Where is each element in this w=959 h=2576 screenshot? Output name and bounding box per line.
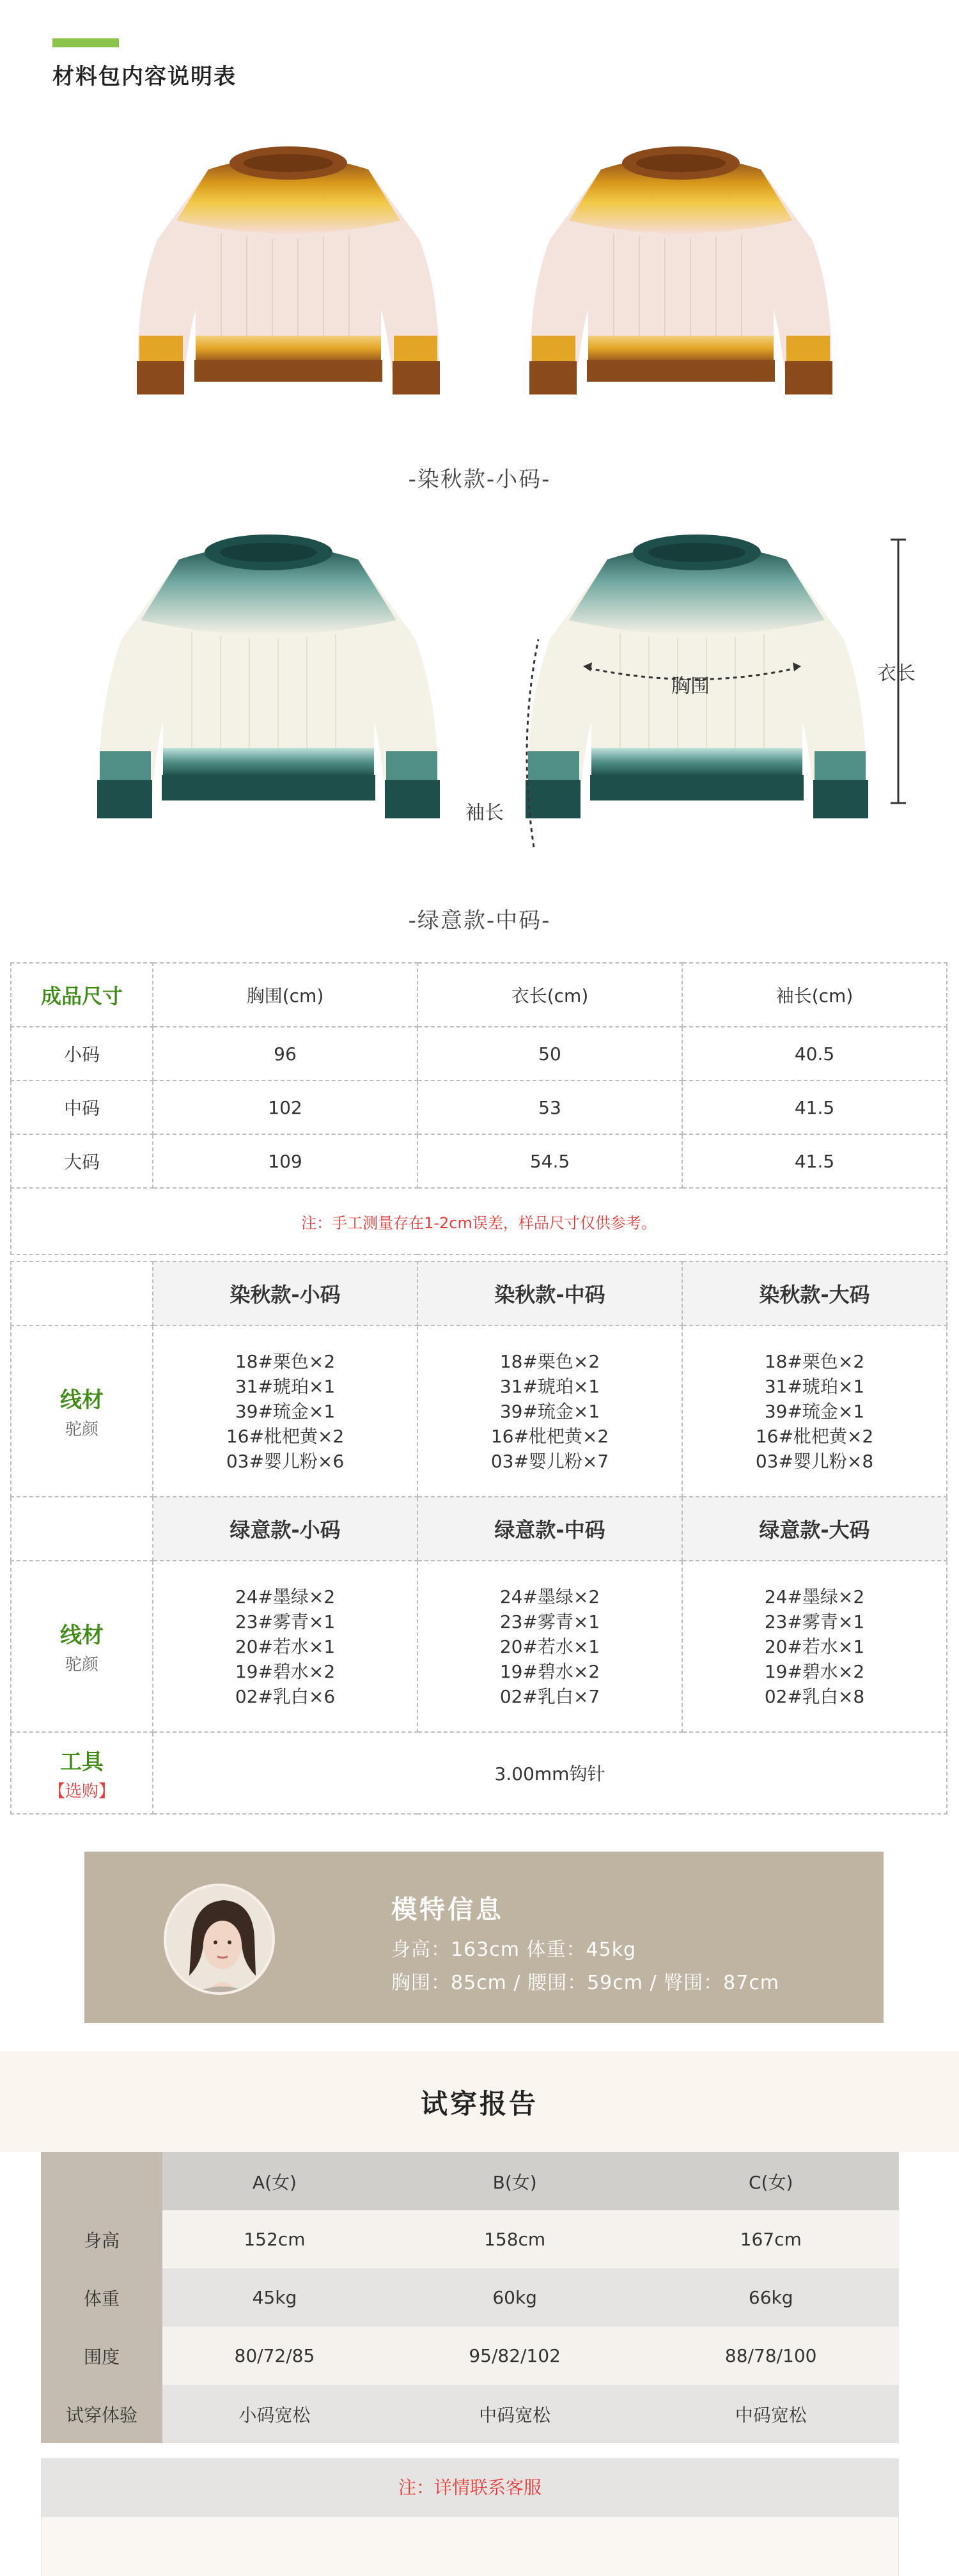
autumn-medium-yarn-list xyxy=(417,1325,682,1497)
list-item: 16#枇杷黄×2 xyxy=(755,1425,874,1447)
report-header-a: A(女) xyxy=(162,2152,387,2210)
table-row xyxy=(11,1027,947,1081)
table-cell: 158cm xyxy=(387,2210,643,2268)
table-row xyxy=(11,1081,947,1134)
model-avatar xyxy=(164,1884,275,1995)
table-row xyxy=(41,2385,899,2443)
tool-buy-link[interactable]: 【选购】 xyxy=(48,1782,115,1801)
list-item: 23#雾青×1 xyxy=(235,1611,336,1632)
list-item: 39#琉金×1 xyxy=(764,1400,865,1422)
table-cell: 88/78/100 xyxy=(643,2327,899,2385)
size-table-header-length: 衣长(cm) xyxy=(417,963,682,1027)
autumn-sweater-back-photo xyxy=(511,144,850,432)
report-header-c: C(女) xyxy=(643,2152,899,2210)
size-table-header-row xyxy=(11,963,947,1027)
green-small-header: 绿意款-小码 xyxy=(153,1497,417,1561)
report-note: 注：详情联系客服 xyxy=(41,2458,899,2517)
green-yarn-row xyxy=(11,1561,947,1732)
autumn-header-row xyxy=(11,1261,947,1325)
table-cell: 80/72/85 xyxy=(162,2327,387,2385)
tool-label-cell xyxy=(11,1732,153,1814)
list-item: 24#墨绿×2 xyxy=(235,1586,336,1607)
list-item: 02#乳白×7 xyxy=(499,1685,600,1707)
report-row-label: 围度 xyxy=(41,2327,162,2385)
report-table xyxy=(41,2152,899,2443)
report-corner-cell xyxy=(41,2152,162,2210)
page-title: 材料包内容说明表 xyxy=(52,64,237,90)
green-medium-yarn-list xyxy=(417,1561,682,1732)
table-cell: 66kg xyxy=(643,2268,899,2327)
table-cell: 95/82/102 xyxy=(387,2327,643,2385)
table-cell: 50 xyxy=(417,1027,682,1081)
report-row-label: 体重 xyxy=(41,2268,162,2327)
table-cell: 41.5 xyxy=(682,1081,947,1134)
green-sweater-front-photo xyxy=(83,531,454,857)
size-table xyxy=(10,962,947,1255)
list-item: 16#枇杷黄×2 xyxy=(490,1425,609,1447)
size-label: 中码 xyxy=(11,1081,153,1134)
list-item: 31#琥珀×1 xyxy=(235,1375,336,1397)
autumn-small-yarn-list xyxy=(153,1325,417,1497)
tool-row xyxy=(11,1732,947,1814)
report-row-label: 试穿体验 xyxy=(41,2385,162,2443)
list-item: 18#栗色×2 xyxy=(764,1350,865,1372)
yarn-sublabel: 驼颜 xyxy=(65,1420,98,1439)
table-row xyxy=(11,1134,947,1188)
yarn-label: 线材 xyxy=(60,1387,104,1413)
list-item: 18#栗色×2 xyxy=(235,1350,336,1372)
table-row xyxy=(41,2210,899,2268)
table-row xyxy=(41,2327,899,2385)
list-item: 18#栗色×2 xyxy=(499,1350,600,1372)
list-item: 20#若水×1 xyxy=(764,1635,865,1657)
green-large-yarn-list xyxy=(682,1561,947,1732)
list-item: 03#婴儿粉×8 xyxy=(755,1450,874,1472)
autumn-large-header: 染秋款-大码 xyxy=(682,1261,947,1325)
size-label: 小码 xyxy=(11,1027,153,1081)
green-photo-caption: -绿意款-中码- xyxy=(408,908,551,933)
list-item: 24#墨绿×2 xyxy=(499,1586,600,1607)
report-row-label: 身高 xyxy=(41,2210,162,2268)
size-table-header-chest: 胸围(cm) xyxy=(153,963,417,1027)
table-cell: 54.5 xyxy=(417,1134,682,1188)
table-cell: 152cm xyxy=(162,2210,387,2268)
yarn-sublabel: 驼颜 xyxy=(65,1655,98,1674)
list-item: 02#乳白×6 xyxy=(235,1685,336,1707)
table-cell: 40.5 xyxy=(682,1027,947,1081)
report-bottom-spacer xyxy=(41,2517,899,2576)
table-cell: 96 xyxy=(153,1027,417,1081)
autumn-large-yarn-list xyxy=(682,1325,947,1497)
blank-header-cell xyxy=(11,1261,153,1325)
size-table-corner: 成品尺寸 xyxy=(11,963,153,1027)
green-yarn-label-cell xyxy=(11,1561,153,1732)
model-height-weight: 身高：163cm 体重：45kg xyxy=(391,1939,637,1961)
size-table-note-row xyxy=(11,1188,947,1254)
green-medium-header: 绿意款-中码 xyxy=(417,1497,682,1561)
green-header-row xyxy=(11,1497,947,1561)
yarn-label: 线材 xyxy=(60,1623,104,1648)
autumn-yarn-row xyxy=(11,1325,947,1497)
yarn-table xyxy=(10,1261,947,1815)
list-item: 39#琉金×1 xyxy=(235,1400,336,1422)
size-label: 大码 xyxy=(11,1134,153,1188)
list-item: 23#雾青×1 xyxy=(499,1611,600,1632)
list-item: 20#若水×1 xyxy=(499,1635,600,1657)
list-item: 19#碧水×2 xyxy=(235,1660,336,1682)
list-item: 03#婴儿粉×7 xyxy=(490,1450,609,1472)
table-row xyxy=(41,2268,899,2327)
size-table-header-sleeve: 袖长(cm) xyxy=(682,963,947,1027)
table-cell: 102 xyxy=(153,1081,417,1134)
list-item: 39#琉金×1 xyxy=(499,1400,600,1422)
size-table-note: 注：手工测量存在1-2cm误差，样品尺寸仅供参考。 xyxy=(11,1188,947,1254)
tool-label: 工具 xyxy=(60,1749,104,1775)
green-small-yarn-list xyxy=(153,1561,417,1732)
table-cell: 167cm xyxy=(643,2210,899,2268)
list-item: 19#碧水×2 xyxy=(764,1660,865,1682)
chest-measure-label: 胸围 xyxy=(671,675,710,698)
report-title: 试穿报告 xyxy=(420,2088,538,2119)
list-item: 24#墨绿×2 xyxy=(764,1586,865,1607)
blank-header-cell xyxy=(11,1497,153,1561)
list-item: 02#乳白×8 xyxy=(764,1685,865,1707)
report-header-row xyxy=(41,2152,899,2210)
list-item: 16#枇杷黄×2 xyxy=(226,1425,345,1447)
green-large-header: 绿意款-大码 xyxy=(682,1497,947,1561)
autumn-small-header: 染秋款-小码 xyxy=(153,1261,417,1325)
autumn-medium-header: 染秋款-中码 xyxy=(417,1261,682,1325)
tool-value: 3.00mm钩针 xyxy=(153,1732,947,1814)
table-cell: 小码宽松 xyxy=(162,2385,387,2443)
model-info-title: 模特信息 xyxy=(391,1895,504,1924)
table-cell: 中码宽松 xyxy=(387,2385,643,2443)
sleeve-measure-label: 袖长 xyxy=(465,802,504,824)
report-header-b: B(女) xyxy=(387,2152,643,2210)
table-cell: 60kg xyxy=(387,2268,643,2327)
table-cell: 45kg xyxy=(162,2268,387,2327)
table-cell: 109 xyxy=(153,1134,417,1188)
list-item: 31#琥珀×1 xyxy=(499,1375,600,1397)
table-cell: 53 xyxy=(417,1081,682,1134)
model-measurements: 胸围：85cm / 腰围：59cm / 臀围：87cm xyxy=(391,1972,780,1994)
table-cell: 中码宽松 xyxy=(643,2385,899,2443)
table-cell: 41.5 xyxy=(682,1134,947,1188)
autumn-yarn-label-cell xyxy=(11,1325,153,1497)
list-item: 20#若水×1 xyxy=(235,1635,336,1657)
title-accent-bar xyxy=(52,38,119,47)
list-item: 31#琥珀×1 xyxy=(764,1375,865,1397)
list-item: 23#雾青×1 xyxy=(764,1611,865,1632)
length-measure-label: 衣长 xyxy=(877,662,916,685)
list-item: 19#碧水×2 xyxy=(499,1660,600,1682)
autumn-sweater-front-photo xyxy=(119,144,458,432)
list-item: 03#婴儿粉×6 xyxy=(226,1450,345,1472)
autumn-photo-caption: -染秋款-小码- xyxy=(408,467,551,492)
